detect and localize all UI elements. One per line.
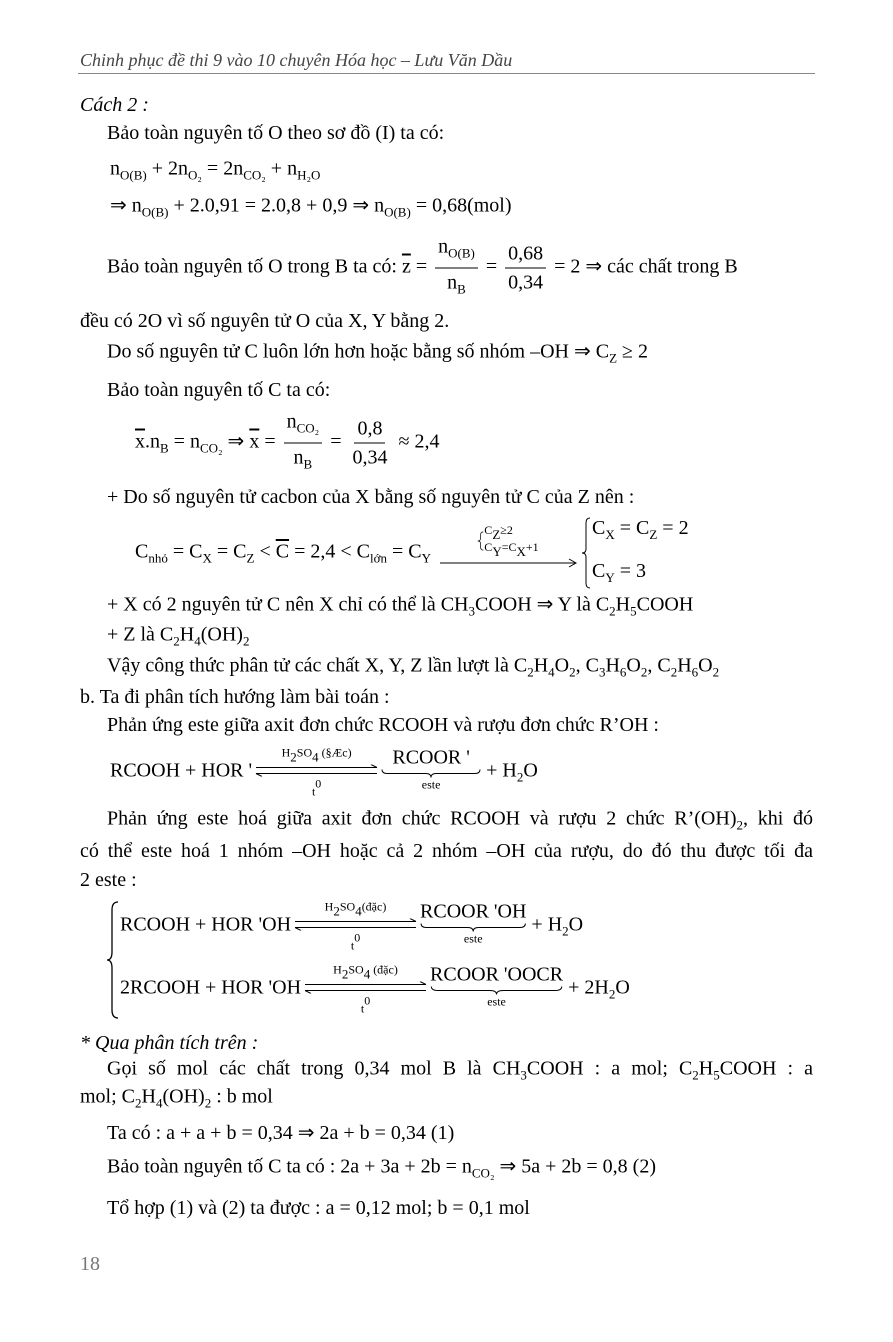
subscript: 2 [173, 633, 180, 649]
subscript: O₂ [188, 167, 202, 183]
text-run: n [286, 410, 297, 433]
equation-system [580, 510, 689, 596]
text-run: ≥ 2 [617, 340, 648, 363]
text-line [107, 1155, 656, 1186]
subscript: CO₂ [199, 440, 223, 456]
text-run: C [135, 540, 149, 563]
equilibrium-arrow-icon [254, 765, 379, 777]
subscript: Z [246, 550, 255, 566]
arrow-condition-top [477, 524, 538, 558]
text-run: + 2H [563, 976, 609, 999]
numerator [435, 236, 478, 269]
text-run: (§Æc) [318, 745, 352, 760]
subscript: 2 [608, 986, 616, 1002]
text-line [80, 93, 149, 117]
text-line [80, 1085, 273, 1116]
mean-symbol: $\overline{x}$ [249, 430, 260, 453]
product-formula: RCOOR 'OH [420, 900, 527, 923]
underbraced-product [430, 963, 563, 1009]
subscript: O(B) [384, 204, 411, 220]
subscript: Y [605, 570, 615, 585]
arrow-condition-top [333, 963, 398, 982]
text-run: * Qua phân tích trên : [80, 1032, 259, 1054]
text-run: + 2.0,91 = 2.0,8 + 0,9 ⇒ n [168, 194, 385, 217]
text-line [107, 593, 693, 624]
text-run: Cách 2 : [80, 94, 149, 116]
text-run: C [484, 540, 493, 554]
subscript: X [202, 550, 212, 566]
text-run: Bảo toàn nguyên tố C ta có : 2a + 3a + 2b = n [107, 1155, 472, 1178]
subscript: Y [492, 544, 502, 559]
underbrace-icon [381, 770, 481, 778]
reaction-arrow [303, 963, 428, 1016]
text-line [110, 157, 320, 188]
text-run: : b mol [211, 1085, 273, 1108]
text-run: = [410, 255, 433, 278]
system-row [484, 524, 538, 541]
underbrace-label: este [463, 931, 483, 946]
text-run: = C [614, 517, 650, 539]
text-run [431, 541, 436, 563]
text-run: O [554, 654, 570, 677]
underbrace-label: este [487, 994, 506, 1009]
text-line [120, 963, 630, 1016]
text-run: = 0,68(mol) [410, 194, 512, 217]
denominator [349, 444, 390, 469]
denominator [505, 269, 546, 294]
text-line [107, 1196, 530, 1220]
fraction [284, 411, 323, 476]
superscript: 0 [364, 993, 371, 1008]
text-run: O [523, 759, 538, 782]
text-run: H [324, 899, 334, 914]
fraction [349, 418, 390, 469]
arrow-condition-bottom [351, 931, 360, 953]
numerator [354, 418, 385, 444]
text-run: RCOOH + HOR 'OH [120, 913, 292, 936]
text-run: , C [575, 654, 599, 677]
numerator [284, 411, 323, 444]
subscript: 2 [242, 633, 250, 649]
arrow-condition-top [282, 746, 352, 765]
text-run: Vậy công thức phân tử các chất X, Y, Z lần lượt là C [107, 654, 528, 677]
text-line [107, 654, 719, 685]
text-line [107, 236, 738, 301]
text-run: + n [265, 157, 298, 180]
subscript: 2 [290, 749, 297, 765]
underbraced-product [381, 746, 481, 792]
subscript: 3 [520, 1067, 527, 1083]
system-row [592, 510, 689, 553]
text-run: SO [348, 962, 364, 977]
header-divider [78, 73, 815, 74]
text-run: C [591, 560, 606, 582]
subscript: O(B) [448, 245, 475, 261]
text-run: = n [168, 430, 200, 453]
subscript: 2 [204, 1095, 212, 1111]
arrow-condition-bottom [361, 994, 370, 1016]
subscript: 6 [691, 664, 699, 680]
text-run: = 3 [614, 560, 646, 582]
text-run: .n [145, 430, 160, 453]
subscript: 4 [355, 903, 362, 919]
fraction [505, 243, 546, 294]
page-number: 18 [80, 1253, 100, 1275]
text-line [120, 900, 583, 953]
text-run: = [259, 430, 281, 453]
text-run: + Do số nguyên tử cacbon của X bằng số nguyên tử C của Z nên : [107, 486, 635, 508]
product-formula: RCOOR ' [392, 746, 470, 769]
text-run: mol; C [80, 1085, 136, 1108]
text-run: H [179, 623, 195, 646]
text-run: Phản ứng este giữa axit đơn chức RCOOH và rượu đơn chức R’OH : [107, 714, 659, 736]
subscript: B [303, 456, 313, 472]
text-run: O [568, 913, 584, 936]
subscript: O(B) [120, 167, 147, 183]
text-line [107, 485, 634, 509]
text-line [80, 839, 813, 863]
subscript: 5 [713, 1067, 720, 1083]
text-run: + X có 2 nguyên tử C nên X chỉ có thể là CH [107, 593, 469, 616]
system-rows [592, 510, 689, 596]
text-run: + Z là C [107, 623, 174, 646]
text-run: + H [481, 759, 517, 782]
subscript: B [160, 440, 169, 456]
text-run: = C [386, 540, 422, 563]
text-run: H [141, 1085, 156, 1108]
product-formula: RCOOR 'OOCR [430, 963, 564, 986]
text-run: +1 [525, 540, 539, 554]
text-run: , khi đó [742, 807, 813, 830]
text-run: n [447, 271, 458, 294]
subscript: 2 [341, 966, 349, 982]
text-line [107, 121, 444, 145]
text-line [107, 378, 330, 402]
text-run: Gọi số mol các chất trong 0,34 mol B là CH [107, 1057, 521, 1080]
text-run: ≥2 [500, 523, 513, 537]
subscript: 2 [640, 664, 648, 680]
text-run: ⇒ 5a + 2b = 0,8 (2) [494, 1155, 656, 1178]
subscript: 2 [692, 1067, 699, 1083]
subscript: 2 [562, 923, 569, 939]
subscript: 3 [468, 603, 475, 619]
brace-icon [580, 517, 592, 589]
reaction-arrow [438, 524, 578, 582]
text-run: COOH [636, 593, 694, 616]
arrow-condition-top [325, 900, 387, 919]
brace-icon [477, 527, 484, 555]
text-run: 2RCOOH + HOR 'OH [120, 976, 302, 999]
subscript: 3 [598, 664, 606, 680]
subscript: 2 [569, 664, 576, 680]
right-arrow-icon [438, 558, 578, 568]
text-run: < [254, 540, 276, 563]
text-line [80, 309, 449, 333]
text-run: n [293, 446, 304, 469]
text-run: t [350, 938, 355, 953]
text-run: 2 este : [80, 869, 137, 891]
text-run: b. Ta đi phân tích hướng làm bài toán : [80, 686, 390, 708]
subscript: 2 [527, 664, 534, 680]
subscript: X [605, 527, 615, 542]
text-run: (OH) [162, 1085, 205, 1108]
subscript: 4 [548, 664, 555, 680]
text-run: n [110, 157, 120, 180]
subscript: 2 [670, 664, 678, 680]
text-run: H [533, 654, 549, 677]
text-run: 0,8 [357, 417, 383, 440]
text-run: O [626, 654, 641, 677]
text-run: (OH) [200, 623, 243, 646]
underbraced-product [420, 900, 526, 946]
text-run: C [484, 523, 493, 537]
subscript: 2 [609, 603, 616, 619]
text-run: t [360, 1001, 365, 1016]
text-run: H [677, 654, 692, 677]
text-run: H [605, 654, 620, 677]
text-run: = C [167, 540, 203, 563]
text-line [107, 713, 659, 737]
mean-symbol: $\overline{C}$ [275, 540, 290, 563]
mean-symbol: $\overline{x}$ [135, 430, 145, 453]
text-run: = [325, 430, 347, 453]
subscript: Z [609, 350, 618, 366]
subscript: 2 [135, 1095, 142, 1111]
text-run: đều có 2O vì số nguyên tử O của X, Y bằng 2. [80, 310, 450, 332]
text-run: H [698, 1057, 714, 1080]
subscript: B [457, 281, 466, 297]
underbrace-icon [430, 987, 563, 995]
subscript: Y [421, 550, 431, 566]
text-run: , C [647, 654, 671, 677]
system-rows [484, 524, 538, 558]
text-run: có thể este hoá 1 nhóm –OH hoặc cả 2 nhóm –OH của rượu, do đó thu được tối đa [80, 840, 813, 862]
text-line [110, 746, 538, 799]
subscript: 2 [736, 817, 743, 833]
text-run: COOH : a [719, 1057, 813, 1080]
text-run: C [591, 517, 606, 539]
denominator [444, 269, 469, 301]
text-run: O [615, 976, 630, 999]
subscript: 2 [516, 769, 524, 785]
text-run: Phản ứng este hoá giữa axit đơn chức RCOOH và rượu 2 chức R’(OH) [107, 807, 737, 830]
subscript: 5 [630, 603, 637, 619]
subscript: Z [492, 527, 501, 542]
subscript: Z [649, 527, 658, 542]
system-brace [106, 900, 120, 1020]
subscript: 4 [363, 966, 371, 982]
text-line [80, 685, 390, 709]
text-line [135, 510, 689, 596]
subscript: CO₂ [471, 1165, 495, 1181]
text-line [107, 1057, 813, 1088]
text-run: + 2n [146, 157, 188, 180]
text-run: COOH : a mol; C [526, 1057, 693, 1080]
denominator [291, 444, 316, 476]
text-run: n [438, 235, 449, 258]
subscript: H₂O [297, 167, 321, 183]
text-line [135, 411, 439, 476]
reaction-arrow [293, 900, 418, 953]
text-run: = 2n [201, 157, 244, 180]
text-run: Do số nguyên tử C luôn lớn hơn hoặc bằng số nhóm –OH ⇒ C [107, 340, 610, 363]
subscript: 2 [712, 664, 720, 680]
text-run: (đặc) [361, 899, 387, 914]
subscript: 6 [619, 664, 627, 680]
text-line [107, 1121, 454, 1145]
text-line [80, 868, 137, 892]
reaction-arrow [254, 746, 379, 799]
subscript: 2 [333, 903, 340, 919]
running-header: Chinh phục đề thi 9 vào 10 chuyên Hóa học – Lưu Văn Dầu [80, 50, 513, 70]
text-line [107, 807, 813, 838]
text-run: ⇒ n [110, 194, 142, 217]
text-run: COOH ⇒ Y là C [475, 593, 610, 616]
text-run: H [333, 962, 342, 977]
text-run: + H [526, 913, 563, 936]
text-run: SO [339, 899, 356, 914]
text-line [110, 194, 512, 225]
text-run: 0,68 [508, 242, 544, 265]
superscript: 0 [315, 776, 322, 791]
underbrace-label: este [421, 777, 441, 792]
equation-system [477, 524, 538, 558]
text-line [80, 1031, 258, 1055]
text-run: 0,34 [352, 446, 388, 469]
underbrace-icon [420, 924, 526, 932]
system-row [592, 553, 689, 596]
text-run: t [311, 784, 316, 799]
subscript: 4 [155, 1095, 163, 1111]
text-run: = C [211, 540, 247, 563]
text-run: ⇒ [222, 430, 250, 453]
subscript: 4 [312, 749, 319, 765]
text-run: = 2 [657, 517, 689, 539]
text-run: (đặc) [370, 962, 398, 977]
equilibrium-arrow-icon [303, 982, 428, 994]
text-run: ≈ 2,4 [393, 430, 440, 453]
subscript: 4 [194, 633, 201, 649]
text-run: H [615, 593, 631, 616]
text-run: = 2 ⇒ các chất trong B [549, 255, 738, 278]
text-run: H [281, 745, 291, 760]
text-run: Bảo toàn nguyên tố C ta có: [107, 379, 331, 401]
text-run: = [480, 255, 503, 278]
mean-symbol: $\overline{z}$ [401, 255, 411, 278]
text-run: RCOOH + HOR ' [110, 759, 253, 782]
text-line [107, 340, 648, 371]
text-run: Ta có : a + a + b = 0,34 ⇒ 2a + b = 0,34 (1) [107, 1122, 455, 1144]
text-run: Bảo toàn nguyên tố O theo sơ đồ (I) ta có: [107, 122, 445, 144]
subscript: CO₂ [296, 420, 320, 436]
text-run: = 2,4 < C [289, 540, 370, 563]
superscript: 0 [354, 930, 361, 945]
arrow-condition-bottom [312, 777, 321, 799]
text-run: Tổ hợp (1) và (2) ta được : a = 0,12 mol; b = 0,1 mol [107, 1197, 530, 1219]
text-run: O [698, 654, 713, 677]
text-run: SO [296, 745, 313, 760]
text-run: Bảo toàn nguyên tố O trong B ta có: [107, 255, 402, 278]
system-row [484, 541, 538, 558]
text-line [107, 623, 249, 654]
subscript: X [516, 544, 526, 559]
fraction [435, 236, 478, 301]
subscript: CO₂ [243, 167, 266, 183]
subscript: nhỏ [148, 550, 168, 566]
text-run: 0,34 [508, 271, 544, 294]
numerator [505, 243, 546, 269]
equilibrium-arrow-icon [293, 919, 418, 931]
subscript: O(B) [141, 204, 169, 220]
subscript: lớn [369, 550, 387, 566]
text-run: =C [501, 540, 517, 554]
